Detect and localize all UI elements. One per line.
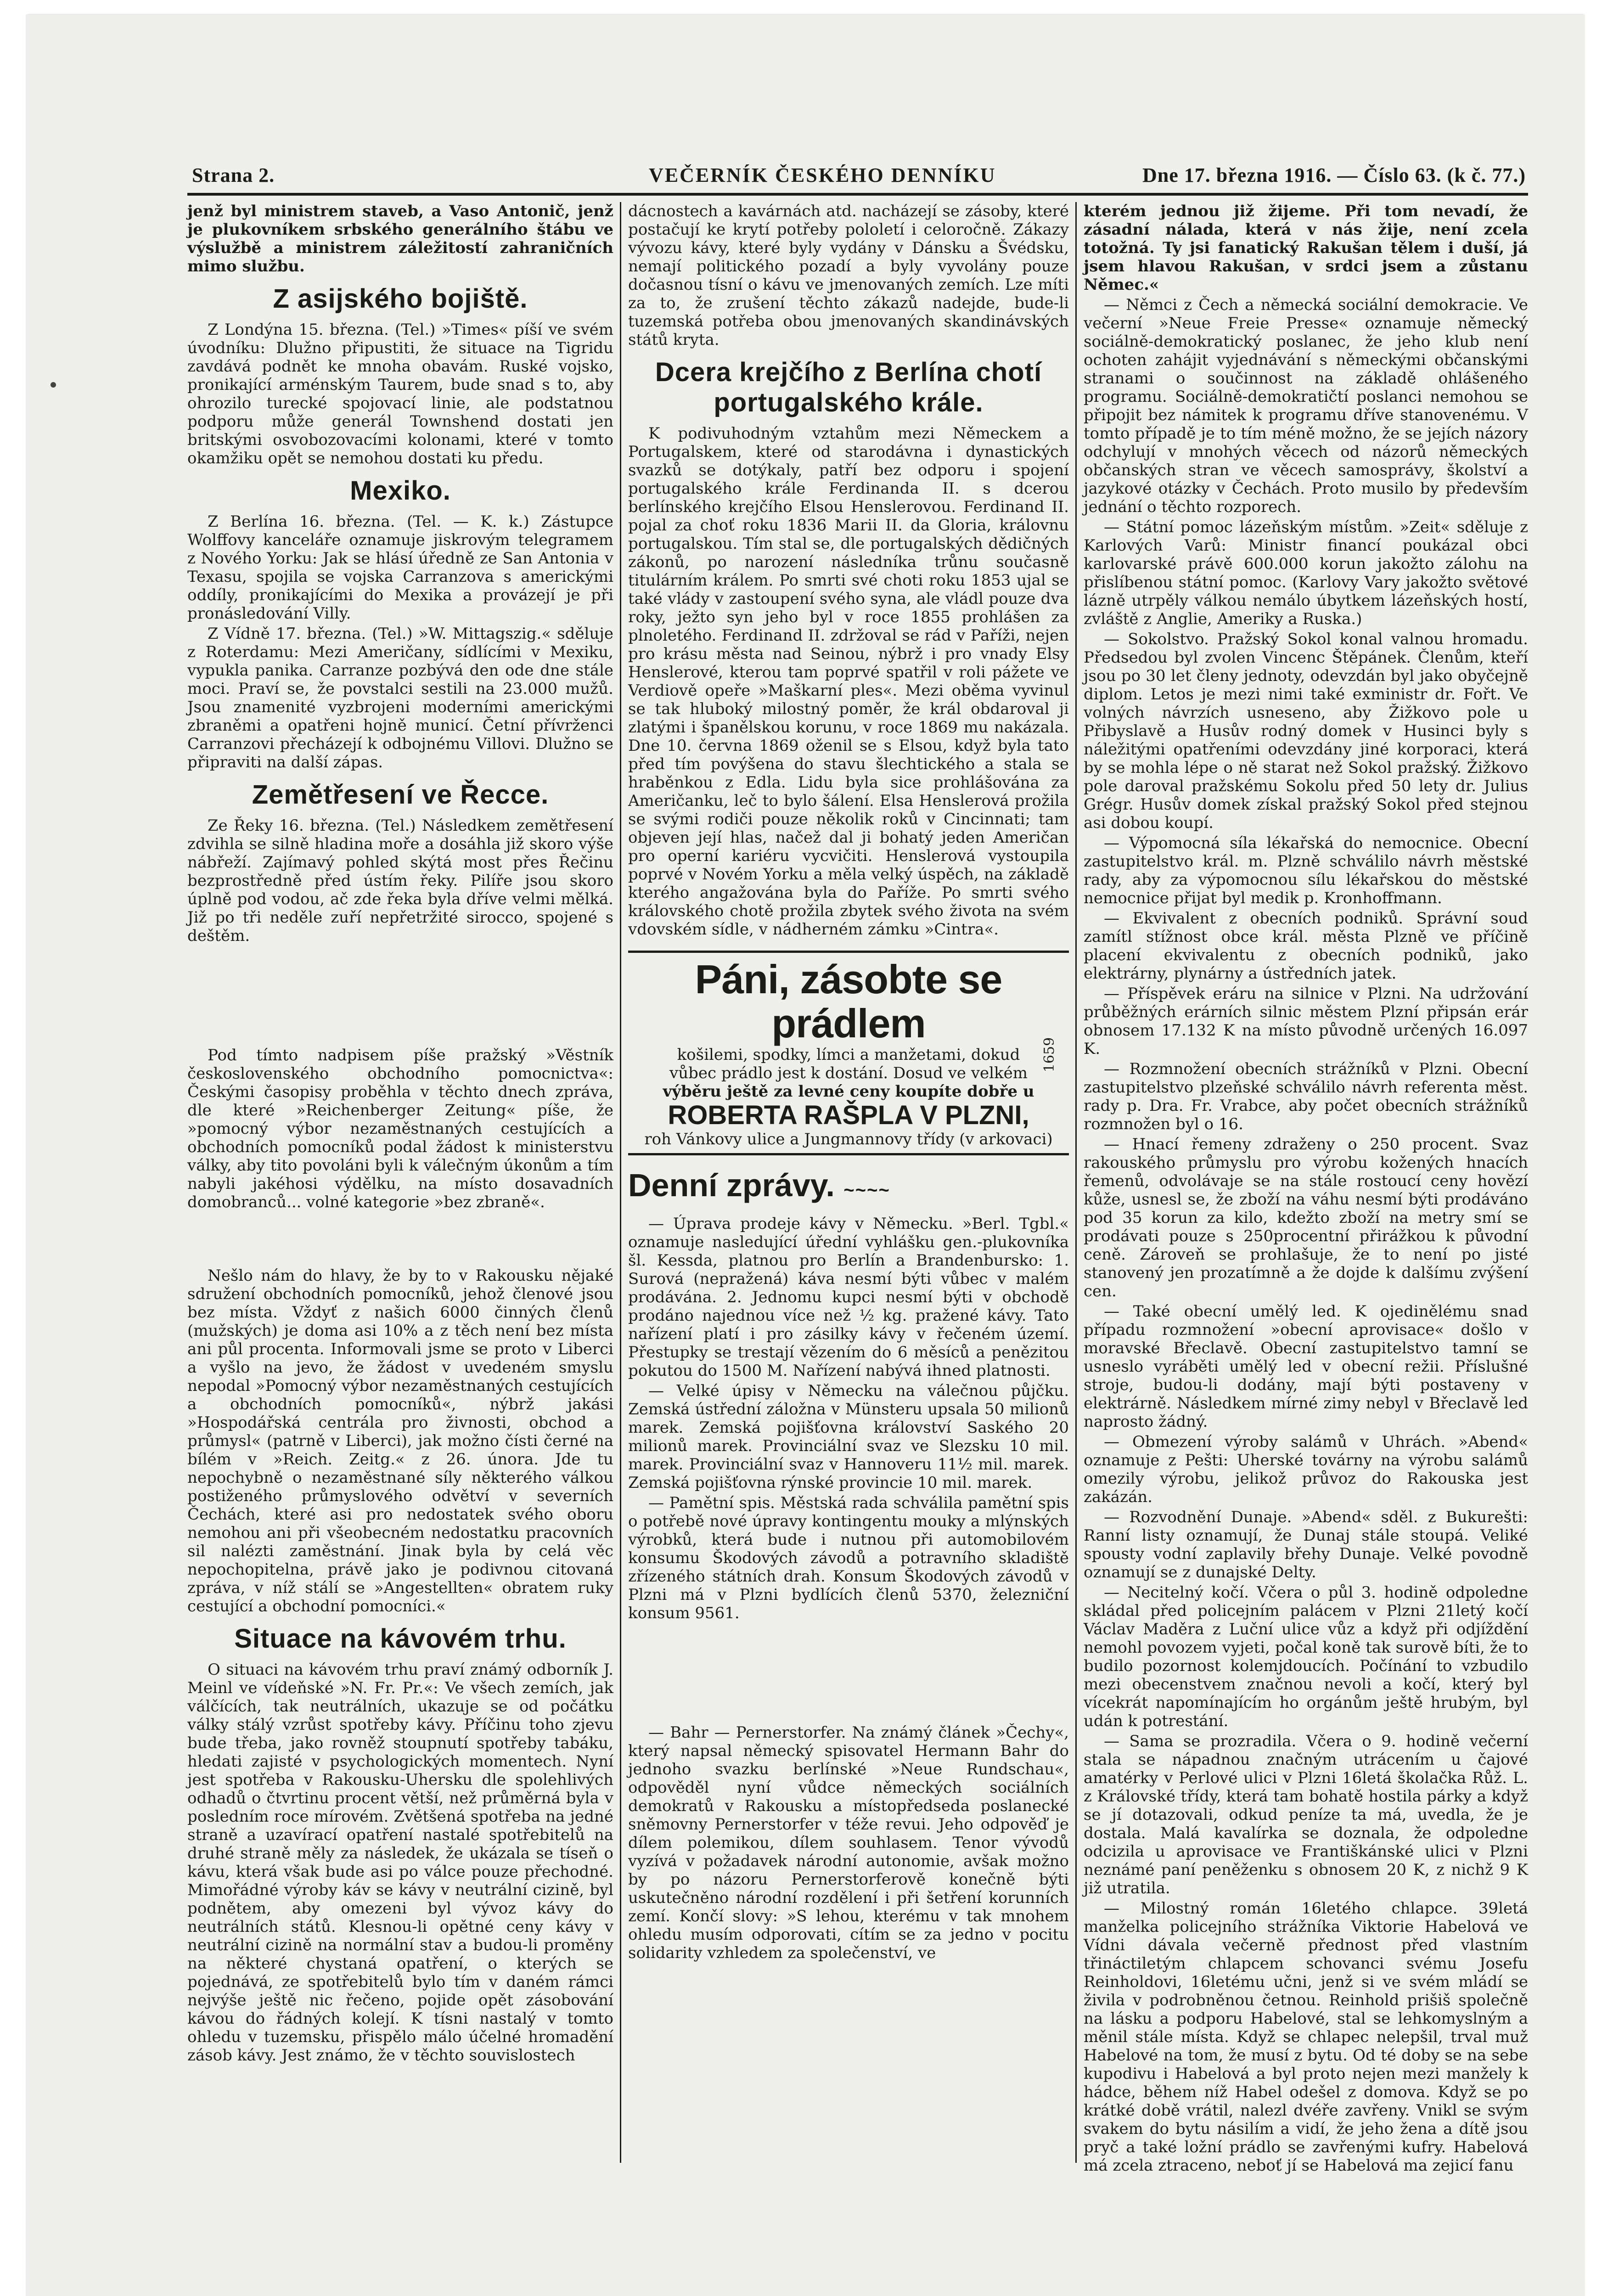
news-item: — Také obecní umělý led. K ojedinělému snad případu rozmnožení »obecní aprovisace« došlo v moravské Břeclavě. Obecní zastupitelstvo tamní se usneslo vyráběti umělý led v obecní režii. Příslušné stroje, budou-li dodány, mají býti postaveny v elektrárně. Následkem mírné zimy nebyl v Břeclavě led naprosto žádný. [1084, 1302, 1528, 1431]
header-rule [187, 193, 1528, 196]
column-left [187, 202, 613, 2163]
column-divider-1 [620, 202, 621, 2163]
news-item: — Sokolstvo. Pražský Sokol konal valnou hromadu. Předsedou byl zvolen Vincenc Štěpánek. Členům, kteří jsou po 30 let členy jednoty, odevzdán byl jako obyčejně diplom. Letos je mezi nimi také exministr dr. Fořt. Ve volných návrzích usneseno, aby Žižkovo pole u Přibyslavě a Husův rodný domek v Husinci byly s náležitými opatřeními odevzdány jiné korporaci, která by se mohla lépe o ně starat než Sokol pražský. Žižkovo pole daroval pražskému Sokolu před 50 lety dr. Julius Grégr. Husův domek získal pražský Sokol před stejnou asi dobou koupí. [1084, 630, 1528, 832]
article-text: Z Vídně 17. března. (Tel.) »W. Mittagszig.« sděluje z Roterdamu: Mezi Američany, sídlícími v Mexiku, vypukla panika. Carranze pozbývá den ode dne stále moci. Praví se, že povstalci sestili na 23.000 mužů. Jsou znamenité vyzbrojeni moderními americkými zbraněmi a opatřeni hojně municí. Četní přívrženci Carranzovi přecházejí k odbojnému Villovi. Dlužno se připraviti na další zápas. [187, 625, 613, 771]
ad-brand: ROBERTA RAŠPLA V PLZNI, [668, 1100, 1029, 1130]
news-item: — Necitelný kočí. Včera o půl 3. hodině odpoledne skládal před policejním palácem v Plzni 21letý kočí Václav Maděra z Luční ulice vůz a když při odjíždění nemohl povozem vyjeti, počal koně tak surově bíti, že to budilo pozornost kolemjdoucích. Počínání to vzbudilo mezi obecenstvem značnou nevoli a kočí, který byl vícekrát napomínajícím ho orgánům ještě hrubým, byl udán k potrestání. [1084, 1583, 1528, 1730]
ad-title: Páni, zásobte se prádlem [695, 957, 1002, 1046]
news-item: — Bahr — Pernerstorfer. Na známý článek »Čechy«, který napsal německý spisovatel Hermann Bahr do jednoho svazku berlínské »Neue Rundschau«, odpověděl nyní vůdce německých sociálních demokratů v Rakousku a místopředseda poslanecké sněmovny Pernerstorfer v téže revui. Jeho odpověď je dílem polemikou, dílem souhlasem. Tenor vývodů vyzívá v požadavek národní autonomie, avšak možno by po názoru Pernerstorferově konečně býti uskutečněno národní rozdělení i při šetření korunních zemí. Končí slovy: »S lehou, kterému v tak mnohem ohledu musím odporovati, cítím se za jedno v pocitu solidarity vzhledem za společenství, ve [628, 1723, 1069, 1962]
issue-date: Dne 17. března 1916. — Číslo 63. (k č. 77.) [1142, 164, 1526, 186]
news-item: — Němci z Čech a německá sociální demokracie. Ve večerní »Neue Freie Presse« oznamuje německý sociálně-demokratický poslanec, že jeho klub není ochoten zahájit vyjednávání s německými občanskými stranami o součinnost na základě ohlášeného programu. Sociálně-demokratičtí poslanci nemohou se připojit bez námitek k programu dříve stanovenému. V tomto případě je to tím méně možno, že se jejích názory odchylují v mnohých věcech od názorů německých občanských stran ve věcech samosprávy, školství a jazykové otázky v Čechách. Proto musilo by především jednání o těchto rozporech. [1084, 296, 1528, 516]
article-text: Nešlo nám do hlavy, že by to v Rakousku nějaké sdružení obchodních pomocníků, jehož členové jsou bez místa. Vždyť z našich 6000 činných členů (mužských) je doma asi 10% a z těch není bez místa ani půl procenta. Informovali jsme se proto v Liberci a vyšlo na jevo, že žádost v uvedeném smyslu nepodal »Pomocný výbor nezaměstnaných cestujících a obchodních pomocníků«, nýbrž jakási »Hospodářská centrála pro živnosti, obchod a průmysl« (patrně v Liberci), jak možno čísti černé na bílém v »Reich. Zeitg.« z 26. února. Jde tu nepochybně o nezaměstnané síly některého válkou postiženého průmyslového odvětví v severních Čechách, které asi pro nedostatek svého oboru nemohou ani při všeobecném nedostatku pracovních sil nalézti zaměstnání. Jinak byla by celá věc nepochopitelna, právě jako je podivnou citovaná zpráva, v níž stálí se »Angestellten« obratem ruky cestující a obchodní pomocníci.« [187, 1266, 613, 1615]
article-text: Pod tímto nadpisem píše pražský »Věstník československého obchodního pomocnictva«: Českými časopisy proběhla v těchto dnech zpráva, dle které »Reichenberger Zeitung« píše, že »pomocný výbor nezaměstnaných cestujících a obchodních pomocníků podal žádost k ministerstvu války, aby tito povoláni byli k válečným úkonům a tím nabyli jakéhosi výdělku, na místo dosavadních domobranců... volné kategorie »bez zbraně«. [187, 1046, 613, 1211]
ad-line: výběru ještě za levné ceny koupíte dobře u [663, 1082, 1034, 1101]
page-number: Strana 2. [192, 164, 275, 186]
section-title: Denní zprávy. [628, 1167, 835, 1203]
advertisement [628, 951, 1069, 1155]
news-item: — Hnací řemeny zdraženy o 250 procent. Svaz rakouského průmyslu pro výrobu kožených hnacích řemenů, odvolávaje se na stále rostoucí ceny hovězí kůže, usnesl se, že zboží na váhu nesmí býti prodáváno pod 35 korun za kilo, kdežto zboží na metry smí se prodávati pouze s 250procentní přirážkou k původní ceně. Zároveň se prohlašuje, že to není po jisté stanovený jen prozatímně a že dojde k dalšímu zvýšení cen. [1084, 1135, 1528, 1300]
article-text: O situaci na kávovém trhu praví známý odborník J. Meinl ve vídeňské »N. Fr. Pr.«: Ve všech zemích, jak válčících, tak neutrálních, ukazuje se od počátku války stálý vzrůst spotřeby kávy. Příčinu toho zjevu bude třeba, jako rovněž stoupnutí spotřeby tabáku, hledati zajisté v psychologických momentech. Nyní jest spotřeba v Rakousku-Uhersku dle spolehlivých odhadů o čtvrtinu procent větší, než průměrná byla v posledním roce mírovém. Zvětšená spotřeba na jedné straně a uzavírací opatření nastalé spotřebitelů na druhé straně měly za následek, že ukázala se tíseň o kávu, která však bude asi po válce pouze přechodné. Mimořádné výroby káv se kávy v neutrální cizině, byl podnětem, aby omezeni byl vývoz kávy do neutrálních států. Klesnou-li opětné ceny kávy v neutrální cizině na normální stav a budou-li proměny na některé chystaná opatření, o kterých se pojednává, ze spotřebitelů bylo tím v daném rámci nejvýše ještě nic řečeno, pojide opět zásobování kávou do řádných kolejí. K tísni nastalý v tomto ohledu v tuzemsku, přispělo málo účelné hromadění zásob kávy. Jest známo, že v těchto souvislostech [187, 1660, 613, 2065]
news-item: kterém jednou již žijeme. Při tom nevadí, že zásadní nálada, která v nás žije, není zcela totožná. Ty jsi fanatický Rakušan tělem i duší, já jsem hlavou Rakušan, v srdci jsem a zůstanu Němec.« [1084, 202, 1528, 294]
column-middle [628, 202, 1069, 2163]
article-text: jenž byl ministrem staveb, a Vaso Antonič, jenž je plukovníkem srbského generálního štábu ve výslužbě a ministrem záležitostí zahraničních mimo službu. [187, 202, 613, 276]
article-text: K podivuhodným vztahům mezi Německem a Portugalskem, které od starodávna i dynastických svazků se dotýkaly, patří bez odporu i spojení portugalského krále Ferdinanda II. s dcerou berlínského krejčího Elsou Henslerovou. Ferdinand II. pojal za choť roku 1836 Marii II. da Gloria, královnu portugalskou. Tím stal se, dle portugalských dědičných zákonů, po narození následníka trůnu současně titulárním králem. Po smrti své choti roku 1853 ujal se také vlády v zastoupení svého syna, ale vládl pouze dva roky, ježto syn jeho byl v roce 1855 prohlášen za plnoletého. Ferdinand II. zdržoval se rád v Paříži, nejen pro krásu města nad Seinou, nýbrž i pro vnady Elsy Henslerové, kterou tam poprvé spatřil v roli pážete ve Verdiově opeře »Maškarní ples«. Mezi oběma vyvinul se tak hluboký milostný poměr, že král obdaroval ji zlatými i španělskou korunu, v roce 1869 mu nakázala. Dne 10. června 1869 oženil se s Elsou, když byla tato před tím povýšena do stavu šlechtického a stala se hraběnkou z Edla. Lidu byla sice prohlášována za Američanku, leč to bylo šálení. Elsa Henslerová prožila se svými rodiči pouze několik roků v Cincinnati; tam objeven její hlas, načež dal ji bohatý jeden Američan pro operní kariéru vycvičiti. Henslerová vystoupila poprvé v Novém Yorku a měla velký úspěch, na základě kterého angažována byla do Paříže. Po smrti svého královského chotě prožila zbytek svého života na svém vdovském sídle, v nádherném zámku »Cintra«. [628, 424, 1069, 939]
ad-line: roh Vánkovy ulice a Jungmannovy třídy (v arkovaci) [644, 1130, 1053, 1148]
news-item: — Úprava prodeje kávy v Německu. »Berl. Tgbl.« oznamuje nasledující úřední vyhlášku gen.-plukovníka šl. Kessda, platnou pro Berlín a Brandenbursko: 1. Surová (nepražená) káva nesmí býti vůbec v malém prodávána. 2. Jednomu kupci nesmí býti v obchodě prodáno najednou více než ½ kg. pražené kávy. Tato nařízení platí i pro zásilky kávy v řečeném území. Přestupky se trestají vězením do 6 měsíců a penězitou pokutou do 1500 M. Nařízení nabývá ihned platnosti. [628, 1215, 1069, 1380]
news-item: — Pamětní spis. Městská rada schválila pamětní spis o potřebě nové úpravy kontingentu mouky a mlýnských výrobků, která bude i nutnou při automobilovém konsumu Škodových závodů a potravního skladiště zřízeného státních drah. Konsum Škodových závodů v Plzni má v Plzni bydlících členů 5370, železniční konsum 9561. [628, 1494, 1069, 1622]
news-item: — Výpomocná síla lékařská do nemocnice. Obecní zastupitelstvo král. m. Plzně schválilo návrh městské rady, aby za výpomocnou sílu lékařskou do městské nemocnice přijat byl medik p. Kronhoffmann. [1084, 834, 1528, 907]
column-divider-2 [1075, 202, 1077, 2163]
headline-greece: Zemětřesení ve Řecce. [252, 780, 549, 810]
news-item: — Státní pomoc lázeňským místům. »Zeit« sděluje z Karlových Varů: Ministr financí poukázal obci karlovarské právě 600.000 korun jakožto zálohu na přislíbenou státní pomoc. (Karlovy Vary jakožto světové lázně utrpěly válkou nemálo úbytkem lázeňských hostí, zvláště z Anglie, Ameriky a Ruska.) [1084, 518, 1528, 628]
headline-tailor-daughter: Dcera krejčího z Berlína chotí portugalského krále. [655, 357, 1042, 417]
blank-space [187, 1211, 613, 1266]
ad-line: košilemi, spodky, límci a manžetami, dokud [677, 1046, 1020, 1064]
ink-speck [51, 382, 56, 388]
page-header [192, 163, 1526, 190]
headline-mexico: Mexiko. [350, 476, 451, 506]
blank-space [628, 1622, 1069, 1723]
ad-code: 1659 [1041, 1037, 1057, 1073]
news-item: — Obmezení výroby salámů v Uhrách. »Abend« oznamuje z Pešti: Uherské továrny na výrobu salámů omezily výrobu, jelikož průvoz do Rakouska jest zakázán. [1084, 1433, 1528, 1506]
blank-space [187, 945, 613, 1046]
decorative-wave: ~~~~ [843, 1180, 890, 1200]
article-text: dácnostech a kavárnách atd. nacházejí se zásoby, které postačují ke krytí potřeby pololetí i celoročně. Zákazy vývozu kávy, které byly vydány v Dánsku a Švédsku, nemají politického pozadí a byly vyvolány pouze dočasnou tísní o kávu ve jmenovaných zemích. Lze míti za to, že zrušení těchto zákazů nadejde, bude-li tuzemská potřeba obou jmenovaných skandinávských států kryta. [628, 202, 1069, 349]
news-item: — Příspěvek eráru na silnice v Plzni. Na udržování průběžných erárních silnic městem Plzní připsán erár obnosem 17.132 K na místo původně určených 16.097 K. [1084, 985, 1528, 1058]
news-item: — Sama se prozradila. Včera o 9. hodině večerní stala se nápadnou značným utrácením u čajové amatérky v Perlové ulici v Plzni 16letá školačka Růž. L. z Královské třídy, která tam bohatě hostila párky a když se jí dotazovali, odkud peníze ta má, uvedla, že je dostala. Malá kavalírka se doznala, že odpoledne odcizila u aprovisace ve Františkánské ulici v Plzni neznámé paní peněženku s obnosem 20 K, z nichž 9 K již utratila. [1084, 1732, 1528, 1897]
article-text: Z Londýna 15. března. (Tel.) »Times« píší ve svém úvodníku: Dlužno připustiti, že situace na Tigridu zavdává podnět ke mnoha obavám. Ruské vojsko, pronikající arménským Taurem, bude snad s to, aby ohrozilo turecké spojovací linie, ale podstatnou podporu může generál Townshend dostati jen britskými osvobozovacími kolonami, které v tomto okamžiku opět se nemohou dostati ku předu. [187, 321, 613, 467]
headline-coffee: Situace na kávovém trhu. [234, 1624, 567, 1654]
news-item: — Velké úpisy v Německu na válečnou půjčku. Zemská ústřední záložna v Münsteru upsala 50 milionů marek. Zemská pojišťovna království Saského 20 milionů marek. Provinciální svaz ve Slezsku 10 mil. marek. Provinciální svaz v Hannoveru 11½ mil. marek. Zemská pojišťovna rýnské provincie 10 mil. marek. [628, 1382, 1069, 1492]
headline-asia: Z asijského bojiště. [273, 284, 528, 314]
ad-line: vůbec prádlo jest k dostání. Dosud ve velkém [669, 1064, 1028, 1082]
column-right [1084, 202, 1528, 2175]
article-text: Z Berlína 16. března. (Tel. — K. k.) Zástupce Wolffovy kanceláře oznamuje jiskrovým telegramem z Nového Yorku: Jak se hlásí úředně ze San Antonia v Texasu, spojila se vojska Carranzova s americkými oddíly, pronikajícími do Mexika a provázejí je při pronásledování Villy. [187, 512, 613, 623]
news-item: — Rozmnožení obecních strážníků v Plzni. Obecní zastupitelstvo plzeňské schválilo návrh referenta měst. rady p. Dra. Fr. Vrabce, aby počet obecních strážníků rozmnožen byl o 16. [1084, 1060, 1528, 1133]
news-item: — Ekvivalent z obecních podniků. Správní soud zamítl stížnost obce král. města Plzně ve příčině placení ekvivalentu z obecních podniků, jako elektrárny, plynárny a ústředních jatek. [1084, 909, 1528, 983]
article-text: Ze Řeky 16. března. (Tel.) Následkem zemětřesení zdvihla se silně hladina moře a dosáhla již skoro výše nábřeží. Zajímavý pohled skýtá most přes Řečinu bezprostředně před ústím řeky. Pilíře jsou skoro úplně pod vodou, ač zde řeka byla dříve velmi mělká. Již po tři neděle zuří nepřetržité sirocco, spojené s deštěm. [187, 816, 613, 945]
newspaper-title: VEČERNÍK ČESKÉHO DENNÍKU [649, 164, 996, 186]
news-item: — Rozvodnění Dunaje. »Abend« sděl. z Bukurešti: Ranní listy oznamují, že Dunaj stále stoupá. Veliké spousty vodní zaplavily břehy Dunaje. Velké povodně oznamují se z dunajské Delty. [1084, 1508, 1528, 1581]
news-item: — Milostný román 16letého chlapce. 39letá manželka policejního strážníka Viktorie Habelová ve Vídni dávala večerně přednost před vlastním třináctiletým chlapcem schovanci svému Josefu Reinholdovi, 16letému učni, jenž si ve svém mládí se živila v podrobněnou četnou. Reinhold prišiš společně na lásku a podporu Habelové, stal se lehkomyslným a měnil stále místa. Když se chlapec nelepšil, trval muž Habelové na tom, že musí z bytu. Od té doby se na sebe kupodivu i Habelová a byl proto nejen mezi manžely k hádce, během níž Habel odešel z domova. Když se po krátké době vrátil, nalezl dvéře zavřeny. Vnikl se svým svakem do bytu násilím a vidí, že jeho žena a dítě jsou pryč a také ložní prádlo se zavřenými kufry. Habelová má zcela ztraceno, neboť jí se Habelová ma zejicí fanu [1084, 1899, 1528, 2175]
section-title-daily-news [628, 1167, 1069, 1208]
